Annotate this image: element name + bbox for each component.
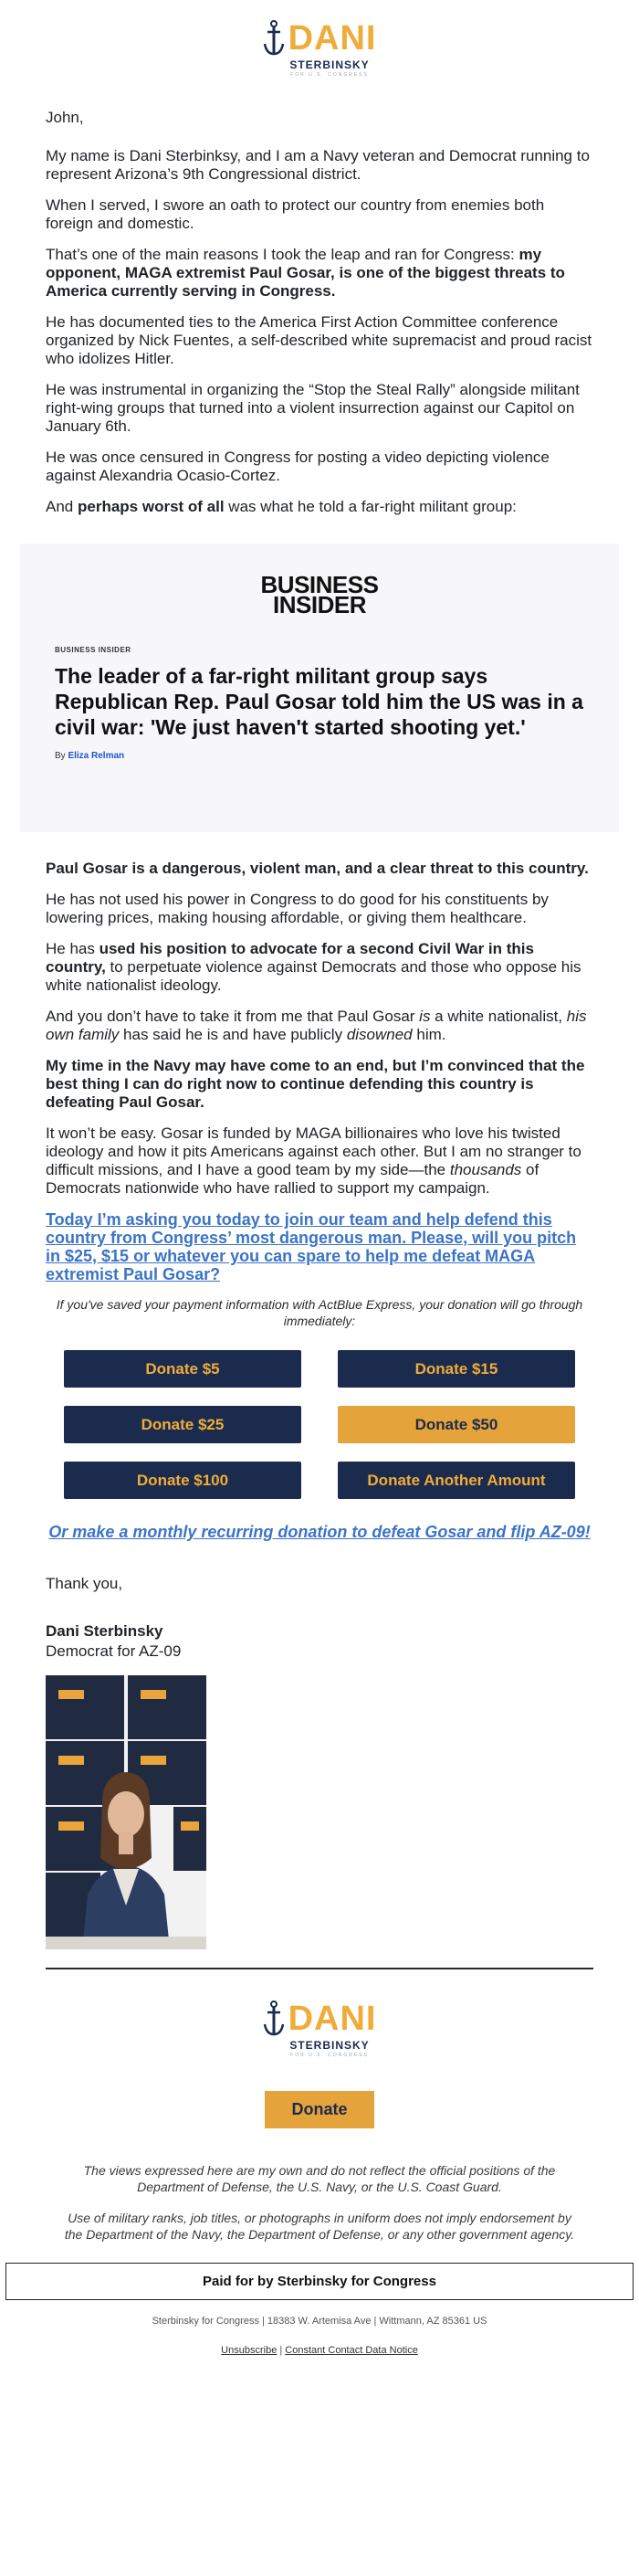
family-is: is bbox=[419, 1008, 431, 1025]
family-text-c: has said he is and have publicly bbox=[119, 1026, 347, 1043]
paragraph-funding bbox=[46, 1124, 593, 1198]
donate-5-button[interactable]: Donate $5 bbox=[64, 1350, 301, 1388]
greeting: John, bbox=[46, 109, 84, 126]
constant-contact-notice-link[interactable]: Constant Contact Data Notice bbox=[285, 2345, 418, 2356]
donate-100-button[interactable]: Donate $100 bbox=[64, 1462, 301, 1499]
navy-bold: My time in the Navy may have come to an end, but I’m convinced that the best thing I can do right now to continue defending this country is defeating Paul Gosar. bbox=[46, 1057, 585, 1111]
email-body-2 bbox=[0, 860, 639, 1949]
paragraph-censure: He was once censured in Congress for posting a video depicting violence against Alexandria Ocasio-Cortez. bbox=[46, 449, 550, 484]
paragraph-threat bbox=[46, 860, 593, 878]
funding-text-a: It won’t be easy. Gosar is funded by MAGA billionaires who love his twisted ideology and how it pits Americans against each other. But I am no stranger to difficult missions, and I have a good team by my side—the bbox=[46, 1124, 581, 1178]
mailing-address: Sterbinsky for Congress | 18383 W. Artemisa Ave | Wittmann, AZ 85361 US bbox=[152, 2316, 487, 2327]
family-text-b: a white nationalist, bbox=[430, 1008, 567, 1025]
worst-text-b: was what he told a far-right militant group: bbox=[224, 498, 517, 515]
paragraph-oath: When I served, I swore an oath to protect our country from enemies both foreign and domestic. bbox=[46, 196, 545, 232]
footer bbox=[0, 1969, 639, 2356]
business-insider-logo bbox=[55, 571, 584, 618]
footer-anchor-icon bbox=[263, 2001, 285, 2037]
signature-role: Democrat for AZ-09 bbox=[46, 1642, 182, 1660]
monthly-donation-link[interactable]: Or make a monthly recurring donation to defeat Gosar and flip AZ-09! bbox=[48, 1523, 591, 1541]
link-separator: | bbox=[279, 2345, 283, 2356]
civil-bold: used his position to advocate for a second Civil War in this country, bbox=[46, 940, 534, 976]
paid-for-box: Paid for by Sterbinsky for Congress bbox=[5, 2263, 634, 2300]
candidate-photo bbox=[46, 1675, 206, 1949]
anchor-icon bbox=[263, 20, 285, 57]
paragraph-civil-war bbox=[46, 940, 593, 995]
email-body bbox=[0, 109, 639, 516]
news-headline: The leader of a far-right militant group says Republican Rep. Paul Gosar told him the US was in a civil war: 'We just haven't started shooting yet.' bbox=[55, 664, 583, 739]
byline-prefix: By bbox=[55, 751, 68, 761]
cta-block bbox=[46, 1210, 593, 1283]
unsubscribe-link[interactable]: Unsubscribe bbox=[221, 2345, 278, 2356]
reason-text: That’s one of the main reasons I took the leap and ran for Congress: bbox=[46, 246, 519, 263]
family-text-a: And you don’t have to take it from me that Paul Gosar bbox=[46, 1008, 420, 1025]
funding-text-b: of Democrats nationwide who have rallied to support my campaign. bbox=[46, 1161, 539, 1197]
paragraph-reason bbox=[46, 246, 593, 301]
paragraph-navy bbox=[46, 1057, 593, 1112]
footer-logo-tagline: FOR U.S. CONGRESS bbox=[290, 2053, 369, 2058]
paragraph-family bbox=[46, 1008, 593, 1044]
family-italic: his own family bbox=[46, 1008, 587, 1043]
donate-25-button[interactable]: Donate $25 bbox=[64, 1406, 301, 1443]
donate-button-grid bbox=[64, 1350, 593, 1499]
footer-donate-button[interactable]: Donate bbox=[265, 2091, 374, 2128]
footer-logo-first-name: DANI bbox=[288, 2000, 377, 2038]
paragraph-jan6: He was instrumental in organizing the “Stop the Steal Rally” alongside militant right-wing groups that turned into a violent insurrection against our Capitol on January 6th. bbox=[46, 381, 580, 435]
threat-bold: Paul Gosar is a dangerous, violent man, and a clear threat to this country. bbox=[46, 860, 589, 877]
disclaimer-dod: The views expressed here are my own and do not reflect the official positions of the Department of Defense, the U.S. Navy, or the U.S. Coast Guard. bbox=[83, 2163, 556, 2194]
byline-author: Eliza Relman bbox=[68, 751, 125, 761]
funding-thousands: thousands bbox=[449, 1161, 522, 1178]
footer-logo-last-name: STERBINSKY bbox=[289, 2039, 370, 2052]
news-card-image bbox=[20, 544, 619, 832]
logo-first-name: DANI bbox=[288, 19, 377, 58]
paragraph-intro: My name is Dani Sterbinksy, and I am a Navy veteran and Democrat running to represent Arizona’s 9th Congressional district. bbox=[46, 147, 590, 183]
donate-other-amount-button[interactable]: Donate Another Amount bbox=[338, 1462, 575, 1499]
actblue-express-note: If you've saved your payment information with ActBlue Express, your donation will go through immediately: bbox=[56, 1297, 583, 1328]
paragraph-worst bbox=[46, 498, 593, 516]
news-byline bbox=[55, 751, 584, 761]
logo-last-name: STERBINSKY bbox=[289, 58, 370, 71]
donate-50-button[interactable]: Donate $50 bbox=[338, 1406, 575, 1443]
footer-links bbox=[0, 2345, 639, 2356]
family-text-d: him. bbox=[412, 1026, 446, 1043]
campaign-logo bbox=[265, 19, 377, 78]
news-kicker: BUSINESS INSIDER bbox=[55, 646, 131, 654]
donate-15-button[interactable]: Donate $15 bbox=[338, 1350, 575, 1388]
cta-donate-link[interactable]: Today I’m asking you today to join our team and help defend this country from Congress’ most dangerous man. Please, will you pitch in $25, $15 or whatever you can spare to help me defeat MAGA extremist Paul Gosar? bbox=[46, 1210, 577, 1283]
brand-line-1: BUSINESS bbox=[260, 571, 379, 598]
footer-logo bbox=[265, 2000, 377, 2058]
civil-text-b: to perpetuate violence against Democrats and those who oppose his white nationalist ideology. bbox=[46, 958, 581, 994]
worst-bold: perhaps worst of all bbox=[77, 498, 225, 515]
logo-tagline: FOR U.S. CONGRESS bbox=[290, 72, 369, 78]
worst-text-a: And bbox=[46, 498, 78, 515]
signature-name: Dani Sterbinsky bbox=[46, 1622, 163, 1640]
disclaimer-wrap bbox=[0, 2162, 639, 2243]
paragraph-no-good: He has not used his power in Congress to do good for his constituents by lowering prices, making housing affordable, or giving them healthcare. bbox=[46, 891, 549, 926]
brand-line-2: INSIDER bbox=[273, 591, 366, 618]
paragraph-fuentes: He has documented ties to the America First Action Committee conference organized by Nick Fuentes, a self-described white supremacist and proud racist who idolizes Hitler. bbox=[46, 313, 592, 367]
header bbox=[0, 0, 639, 78]
thanks-text: Thank you, bbox=[46, 1575, 123, 1592]
reason-bold: my opponent, MAGA extremist Paul Gosar, is one of the biggest threats to America currently serving in Congress. bbox=[46, 246, 565, 300]
civil-text-a: He has bbox=[46, 940, 100, 957]
family-disowned: disowned bbox=[346, 1026, 413, 1043]
disclaimer-endorsement: Use of military ranks, job titles, or photographs in uniform does not imply endorsement by the Department of the Navy, the Department of Defense, or any other government agency. bbox=[64, 2211, 575, 2242]
monthly-donation bbox=[46, 1523, 593, 1542]
